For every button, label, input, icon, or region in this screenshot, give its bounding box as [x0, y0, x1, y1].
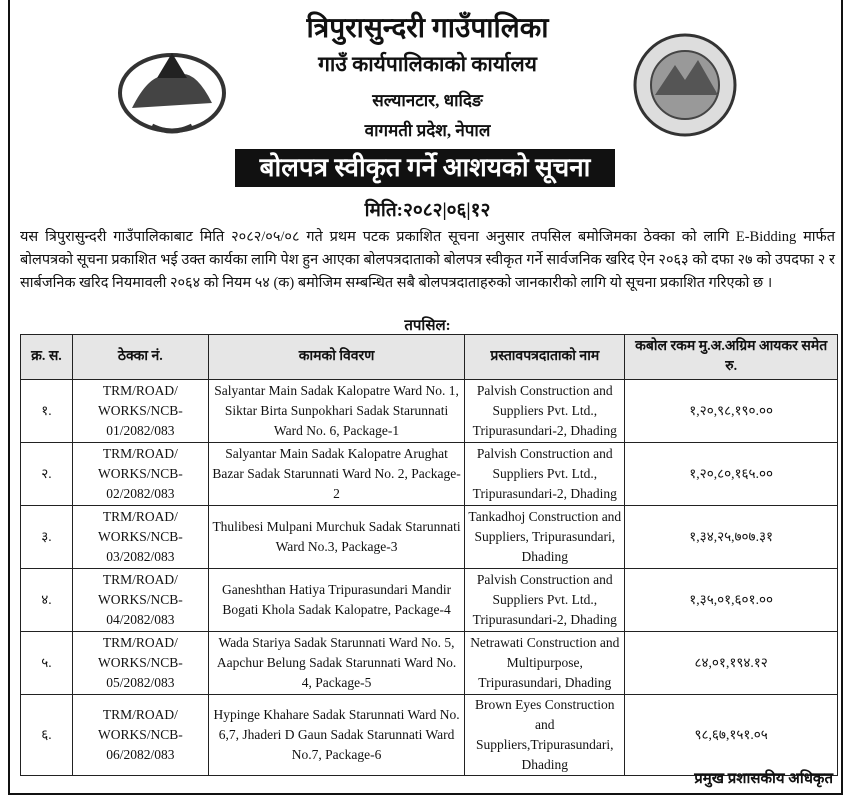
table-row: [21, 632, 838, 695]
cell-work: Salyantar Main Sadak Kalopatre Ward No. 1, Siktar Birta Sunpokhari Sadak Starunnati Ward No. 6, Package-1: [208, 380, 465, 443]
cell-contract: TRM/ROAD/ WORKS/NCB- 03/2082/083: [72, 506, 208, 569]
cell-contract: TRM/ROAD/ WORKS/NCB- 04/2082/083: [72, 569, 208, 632]
col-header-sn: क्र. स.: [21, 335, 73, 380]
cell-work: Wada Stariya Sadak Starunnati Ward No. 5, Aapchur Belung Sadak Starunnati Ward No. 4, Package-5: [208, 632, 465, 695]
col-header-bidder: प्रस्तावपत्रदाताको नाम: [465, 335, 625, 380]
cell-amount: ८४,०१,१९४.१२: [625, 632, 838, 695]
bid-table: [20, 334, 838, 776]
cell-bidder: Brown Eyes Construction and Suppliers,Tripurasundari, Dhading: [465, 695, 625, 776]
details-heading: तपसिल:: [404, 318, 451, 334]
cell-work: Thulibesi Mulpani Murchuk Sadak Starunnati Ward No.3, Package-3: [208, 506, 465, 569]
notice-paragraph: यस त्रिपुरासुन्दरी गाउँपालिकाबाट मिति २०८२/०५/०८ गते प्रथम पटक प्रकाशित सूचना अनुसार तपसिल बमोजिमका ठेक्का को लागि E-Bidding मार्फत बोलपत्रको सूचना प्रकाशित भई उक्त कार्यका लागि पेश हुन आएका बोलपत्रदाताको बोलपत्र स्वीकृत गर्ने सार्वजनिक खरिद ऐन २०६३ को दफा २७ को उपदफा २ र सार्बजनिक खरिद नियमावली २०६४ को नियम ५४ (क) बमोजिम सम्बन्धित सबै बोलपत्रदाताहरुको जानकारीको लागि यो सूचना प्रकाशित गरिएको छ ।: [20, 229, 835, 291]
cell-amount: १,३४,२५,७०७.३१: [625, 506, 838, 569]
col-header-contract: ठेक्का नं.: [72, 335, 208, 380]
cell-work: Hypinge Khahare Sadak Starunnati Ward No. 6,7, Jhaderi D Gaun Sadak Starunnati Ward No.7, Package-6: [208, 695, 465, 776]
cell-sn: ४.: [21, 569, 73, 632]
table-row: [21, 380, 838, 443]
cell-bidder: Palvish Construction and Suppliers Pvt. Ltd., Tripurasundari-2, Dhading: [465, 380, 625, 443]
cell-sn: ५.: [21, 632, 73, 695]
cell-amount: १,२०,९८,१९०.००: [625, 380, 838, 443]
province: वागमती प्रदेश, नेपाल: [364, 121, 491, 140]
signatory: प्रमुख प्रशासकीय अधिकृत: [694, 771, 833, 787]
cell-amount: १,३५,०१,६०१.००: [625, 569, 838, 632]
cell-contract: TRM/ROAD/ WORKS/NCB- 02/2082/083: [72, 443, 208, 506]
cell-sn: २.: [21, 443, 73, 506]
cell-work: Ganeshthan Hatiya Tripurasundari Mandir Bogati Khola Sadak Kalopatre, Package-4: [208, 569, 465, 632]
table-row: [21, 695, 838, 776]
table-row: [21, 569, 838, 632]
cell-work: Salyantar Main Sadak Kalopatre Arughat Bazar Sadak Starunnati Ward No. 2, Package-2: [208, 443, 465, 506]
table-row: [21, 506, 838, 569]
notice-title: बोलपत्र स्वीकृत गर्ने आशयको सूचना: [235, 149, 615, 187]
cell-contract: TRM/ROAD/ WORKS/NCB- 05/2082/083: [72, 632, 208, 695]
col-header-amount: कबोल रकम मु.अ.अग्रिम आयकर समेत रु.: [625, 335, 838, 380]
municipality-title: त्रिपुरासुन्दरी गाउँपालिका: [306, 13, 549, 44]
cell-contract: TRM/ROAD/ WORKS/NCB- 06/2082/083: [72, 695, 208, 776]
cell-amount: ९८,६७,१५१.०५: [625, 695, 838, 776]
cell-sn: ३.: [21, 506, 73, 569]
cell-sn: १.: [21, 380, 73, 443]
office-location: सल्यानटार, धादिङ: [372, 91, 483, 110]
notice-date: मिति:२०८२|०६|१२: [364, 200, 491, 221]
cell-bidder: Tankadhoj Construction and Suppliers, Tripurasundari, Dhading: [465, 506, 625, 569]
cell-amount: १,२०,८०,१६५.००: [625, 443, 838, 506]
office-name: गाउँ कार्यपालिकाको कार्यालय: [318, 52, 537, 76]
col-header-work: कामको विवरण: [208, 335, 465, 380]
cell-bidder: Palvish Construction and Suppliers Pvt. Ltd., Tripurasundari-2, Dhading: [465, 443, 625, 506]
cell-contract: TRM/ROAD/ WORKS/NCB- 01/2082/083: [72, 380, 208, 443]
table-row: [21, 443, 838, 506]
table-header-row: [21, 335, 838, 380]
cell-bidder: Palvish Construction and Suppliers Pvt. Ltd., Tripurasundari-2, Dhading: [465, 569, 625, 632]
cell-bidder: Netrawati Construction and Multipurpose, Tripurasundari, Dhading: [465, 632, 625, 695]
cell-sn: ६.: [21, 695, 73, 776]
